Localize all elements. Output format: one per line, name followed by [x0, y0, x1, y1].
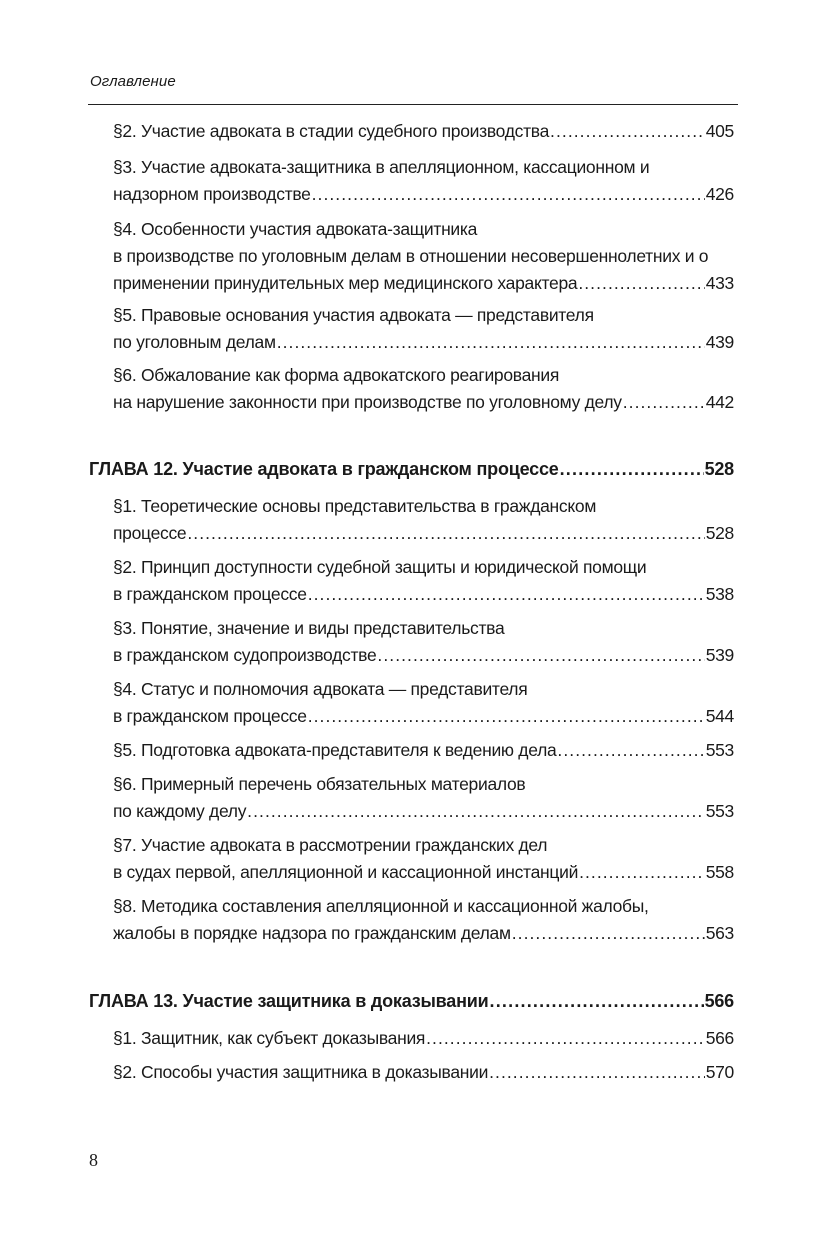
toc-page-number: 563 — [705, 923, 734, 943]
toc-section-entry — [113, 154, 734, 208]
toc-entry-title-line: §1. Защитник, как субъект доказывания — [113, 1028, 426, 1048]
toc-page-number: 558 — [705, 862, 734, 882]
toc-page-number: 538 — [705, 584, 734, 604]
toc-entry-last-line — [113, 737, 734, 764]
toc-entry-title-line: ГЛАВА 12. Участие адвоката в гражданском процессе — [89, 459, 559, 479]
toc-entry-last-line — [113, 520, 734, 547]
toc-entry-title-line: §2. Способы участия защитника в доказывании — [113, 1062, 489, 1082]
toc-entry-title-line: в гражданском процессе — [113, 584, 307, 604]
toc-section-entry — [113, 615, 734, 669]
toc-entry-title-line: жалобы в порядке надзора по гражданским делам — [113, 923, 511, 943]
toc-page-number: 566 — [704, 991, 734, 1011]
dot-leader — [623, 389, 705, 416]
toc-entry-title-line: ГЛАВА 13. Участие защитника в доказывании — [89, 991, 489, 1011]
toc-entry-title-line: надзорном производстве — [113, 184, 311, 204]
dot-leader — [312, 181, 705, 208]
toc-entry-title-line: §2. Участие адвоката в стадии судебного производства — [113, 121, 550, 141]
toc-entry-last-line — [113, 642, 734, 669]
toc-section-entry — [113, 737, 734, 764]
dot-leader — [490, 988, 704, 1015]
toc-section-entry — [113, 554, 734, 608]
dot-leader — [247, 798, 705, 825]
toc-entry-last-line — [89, 988, 734, 1015]
toc-page-number: 439 — [705, 332, 734, 352]
toc-section-entry — [113, 832, 734, 886]
toc-page-number: 405 — [705, 121, 734, 141]
toc-page-number: 566 — [705, 1028, 734, 1048]
toc-entry-title-line: применении принудительных мер медицинского характера — [113, 273, 578, 293]
toc-entry-title-line: §6. Примерный перечень обязательных материалов — [113, 774, 526, 794]
toc-entry-last-line — [113, 181, 734, 208]
toc-entry-last-line — [113, 118, 734, 145]
dot-leader — [578, 270, 704, 297]
toc-entry-last-line — [89, 456, 734, 483]
toc-entry-last-line — [113, 270, 734, 297]
toc-entry-title-line: в производстве по уголовным делам в отношении несовершеннолетних и о — [113, 246, 709, 266]
dot-leader — [308, 581, 705, 608]
toc-entry-last-line — [113, 798, 734, 825]
dot-leader — [579, 859, 705, 886]
dot-leader — [557, 737, 704, 764]
header-rule — [88, 104, 738, 105]
toc-entry-last-line — [113, 859, 734, 886]
toc-page-number: 528 — [705, 523, 734, 543]
page-number: 8 — [89, 1150, 98, 1170]
dot-leader — [277, 329, 705, 356]
toc-section-entry — [113, 216, 734, 297]
toc-entry-title-line: §3. Участие адвоката-защитника в апелляционном, кассационном и — [113, 157, 650, 177]
toc-section-entry — [113, 118, 734, 145]
toc-entry-title-line: в гражданском судопроизводстве — [113, 645, 377, 665]
toc-entry-title-line: §8. Методика составления апелляционной и кассационной жалобы, — [113, 896, 649, 916]
toc-entry-title-line: §7. Участие адвоката в рассмотрении гражданских дел — [113, 835, 548, 855]
running-head: Оглавление — [90, 73, 176, 90]
toc-entry-title-line: на нарушение законности при производстве по уголовному делу — [113, 392, 622, 412]
toc-entry-last-line — [113, 1025, 734, 1052]
toc-entry-title-line: §5. Правовые основания участия адвоката — представителя — [113, 305, 594, 325]
toc-entry-last-line — [113, 703, 734, 730]
toc-section-entry — [113, 362, 734, 416]
toc-entry-last-line — [113, 389, 734, 416]
toc-section-entry — [113, 1059, 734, 1086]
toc-page-number: 539 — [705, 645, 734, 665]
toc-page-number: 426 — [705, 184, 734, 204]
toc-entry-title-line: по каждому делу — [113, 801, 247, 821]
dot-leader — [426, 1025, 705, 1052]
toc-entry-title-line: §3. Понятие, значение и виды представительства — [113, 618, 505, 638]
toc-chapter-entry — [89, 456, 734, 483]
toc-entry-last-line — [113, 1059, 734, 1086]
toc-section-entry — [113, 302, 734, 356]
toc-page-number: 544 — [705, 706, 734, 726]
toc-page-number: 528 — [704, 459, 734, 479]
toc-entry-title-line: §1. Теоретические основы представительства в гражданском — [113, 496, 597, 516]
toc-entry-title-line: по уголовным делам — [113, 332, 276, 352]
toc-section-entry — [113, 493, 734, 547]
toc-entry-title-line: §2. Принцип доступности судебной защиты и юридической помощи — [113, 557, 647, 577]
toc-entry-title-line: §4. Статус и полномочия адвоката — представителя — [113, 679, 528, 699]
dot-leader — [560, 456, 704, 483]
dot-leader — [489, 1059, 705, 1086]
toc-section-entry — [113, 676, 734, 730]
toc-entry-last-line — [113, 920, 734, 947]
toc-section-entry — [113, 1025, 734, 1052]
toc-section-entry — [113, 893, 734, 947]
dot-leader — [187, 520, 704, 547]
toc-page-number: 553 — [705, 801, 734, 821]
toc-entry-title-line: §5. Подготовка адвоката-представителя к ведению дела — [113, 740, 557, 760]
dot-leader — [550, 118, 705, 145]
toc-entry-last-line — [113, 581, 734, 608]
toc-entry-title-line: в судах первой, апелляционной и кассационной инстанций — [113, 862, 579, 882]
dot-leader — [512, 920, 705, 947]
toc-section-entry — [113, 771, 734, 825]
toc-entry-title-line: в гражданском процессе — [113, 706, 307, 726]
dot-leader — [377, 642, 704, 669]
dot-leader — [308, 703, 705, 730]
toc-page-number: 570 — [705, 1062, 734, 1082]
toc-entry-title-line: §4. Особенности участия адвоката-защитника — [113, 219, 478, 239]
toc-page-number: 433 — [705, 273, 734, 293]
toc-page-number: 442 — [705, 392, 734, 412]
toc-entry-title-line: §6. Обжалование как форма адвокатского реагирования — [113, 365, 560, 385]
toc-entry-title-line: процессе — [113, 523, 187, 543]
toc-chapter-entry — [89, 988, 734, 1015]
toc-entry-last-line — [113, 329, 734, 356]
toc-page-number: 553 — [705, 740, 734, 760]
